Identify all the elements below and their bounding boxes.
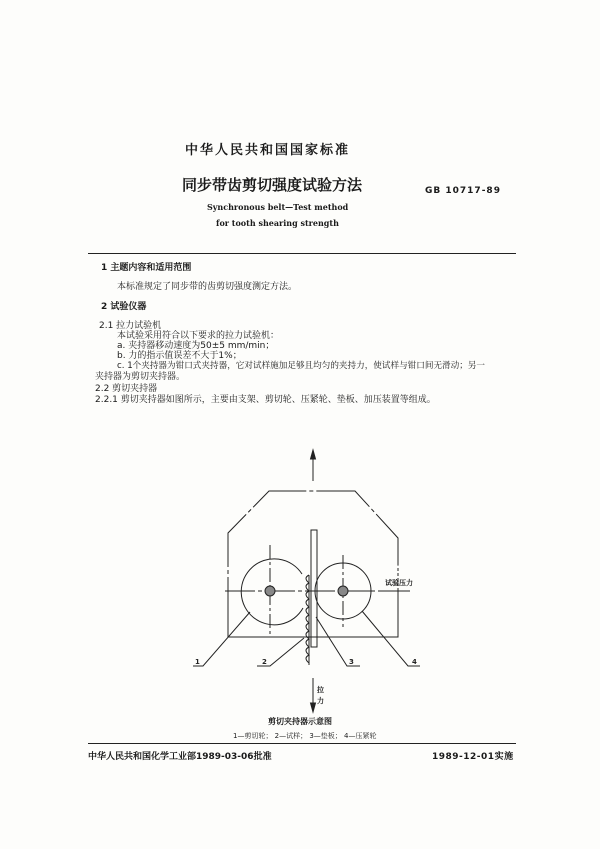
item-c: c. 1个夹持器为钳口式夹持器，它对试样施加足够且均匀的夹持力，使试样与钳口间无滑动；另一 (117, 361, 486, 371)
english-title-1: Synchronous belt—Test method (207, 202, 349, 212)
section-1-body: 本标准规定了同步带的齿剪切强度测定方法。 (117, 282, 298, 292)
callout-4: 4 (412, 658, 417, 666)
frame-outline (228, 491, 398, 637)
effective-date: 1989-12-01实施 (432, 752, 514, 762)
section-2-1-body: 本试验采用符合以下要求的拉力试验机： (117, 331, 280, 341)
arrow-head-down (311, 703, 316, 712)
item-c-continued: 夹持器为剪切夹持器。 (95, 372, 186, 382)
document-title: 同步带齿剪切强度试验方法 (182, 176, 363, 194)
leader-1 (193, 612, 250, 666)
figure-legend: 1—剪切轮； 2—试样； 3—垫板； 4—压紧轮 (233, 732, 377, 740)
item-b: b. 力的指示值误差不大于1%； (117, 351, 242, 361)
section-2-2-heading: 2.2 剪切夹持器 (95, 384, 158, 394)
pull-label-2: 力 (317, 697, 324, 705)
frame-bottom (228, 588, 398, 637)
figure-caption: 剪切夹持器示意图 (268, 717, 332, 726)
pressure-wheel-hub (338, 586, 348, 596)
standard-code: GB 10717-89 (425, 186, 501, 196)
callout-1: 1 (195, 658, 200, 666)
section-2-heading: 2 试验仪器 (101, 302, 147, 312)
section-1-heading: 1 主题内容和适用范围 (101, 263, 192, 273)
issuing-org: 中华人民共和国国家标准 (185, 143, 351, 158)
item-a: a. 夹持器移动速度为50±5 mm/min； (117, 341, 275, 351)
section-2-1-heading: 2.1 拉力试验机 (99, 321, 162, 331)
cutting-wheel-hub (265, 586, 275, 596)
backing-plate (311, 530, 317, 647)
belt-sample (306, 575, 309, 665)
pull-label-1: 拉 (317, 686, 324, 694)
approval-line: 中华人民共和国化学工业部1989-03-06批准 (88, 752, 272, 762)
english-title-2: for tooth shearing strength (216, 218, 339, 228)
section-2-2-1: 2.2.1 剪切夹持器如图所示，主要由支架、剪切轮、压紧轮、垫板、加压装置等组成。 (95, 395, 436, 405)
callout-2: 2 (262, 658, 267, 666)
footer-rule (88, 743, 516, 744)
test-force-label: 试验压力 (385, 579, 413, 587)
arrow-head-up (311, 450, 316, 459)
callout-3: 3 (349, 658, 354, 666)
